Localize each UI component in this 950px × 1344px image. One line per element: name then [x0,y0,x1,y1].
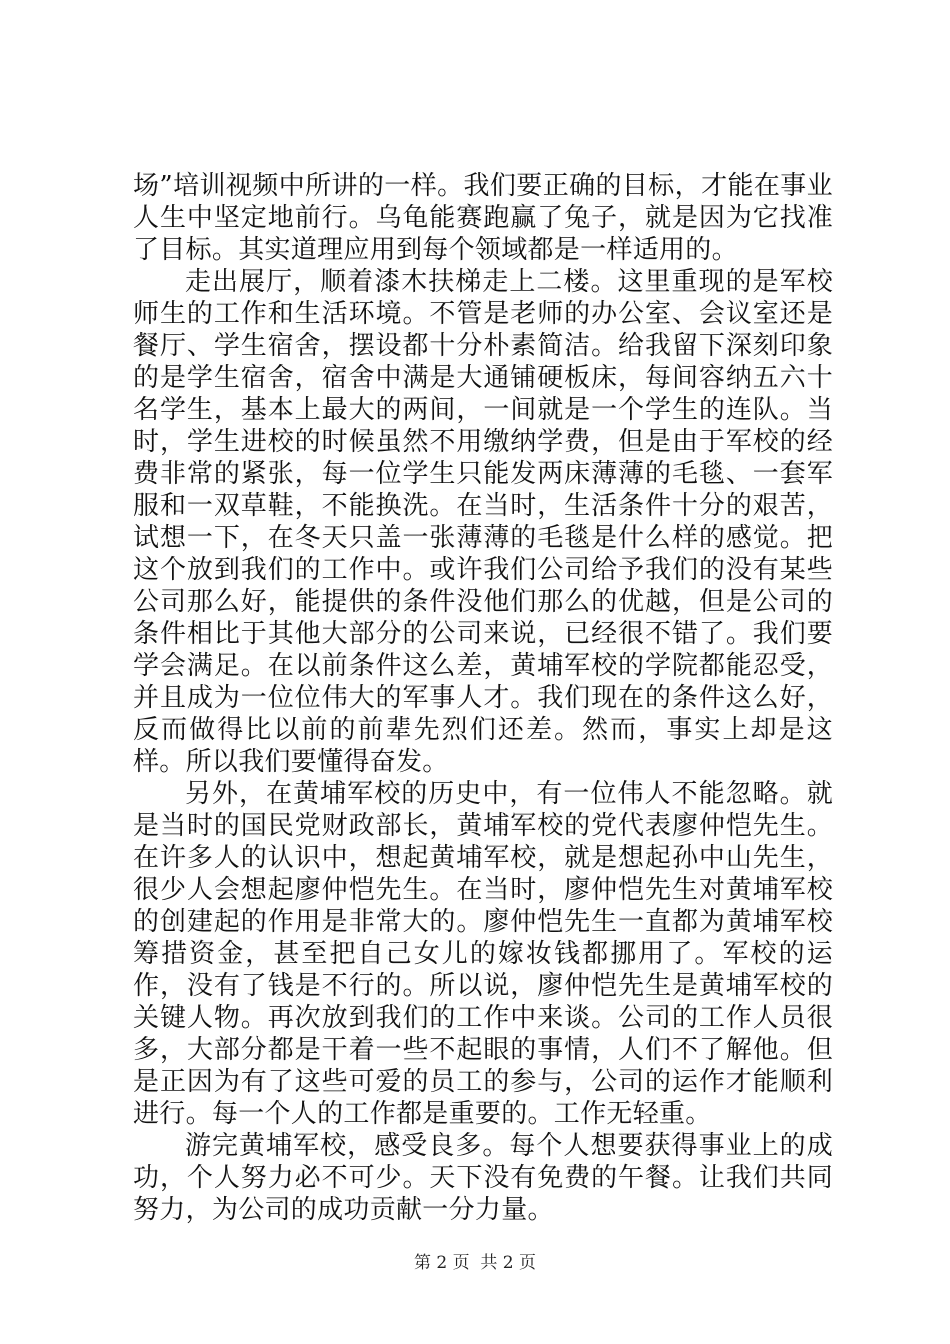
paragraph-2: 走出展厅，顺着漆木扶梯走上二楼。这里重现的是军校师生的工作和生活环境。不管是老师的办公室、会议室还是餐厅、学生宿舍，摆设都十分朴素简洁。给我留下深刻印象的是学生宿舍，宿舍中满是大通铺硬板床，每间容纳五六十名学生，基本上最大的两间，一间就是一个学生的连队。当时，学生进校的时候虽然不用缴纳学费，但是由于军校的经费非常的紧张，每一位学生只能发两床薄薄的毛毯、一套军服和一双草鞋，不能换洗。在当时，生活条件十分的艰苦，试想一下，在冬天只盖一张薄薄的毛毯是什么样的感觉。把这个放到我们的工作中。或许我们公司给予我们的没有某些公司那么好，能提供的条件没他们那么的优越，但是公司的条件相比于其他大部分的公司来说，已经很不错了。我们要学会满足。在以前条件这么差，黄埔军校的学院都能忍受，并且成为一位位伟大的军事人才。我们现在的条件这么好，反而做得比以前的前辈先烈们还差。然而，事实上却是这样。所以我们要懂得奋发。 [133,267,833,777]
document-body [133,170,833,1226]
page-number-footer: 第 2 页 共 2 页 [413,1253,537,1273]
paragraph-1: 场”培训视频中所讲的一样。我们要正确的目标，才能在事业人生中坚定地前行。乌龟能赛跑赢了兔子，就是因为它找准了目标。其实道理应用到每个领域都是一样适用的。 [133,171,833,265]
paragraph-3: 另外，在黄埔军校的历史中，有一位伟人不能忽略。就是当时的国民党财政部长，黄埔军校的党代表廖仲恺先生。在许多人的认识中，想起黄埔军校，就是想起孙中山先生，很少人会想起廖仲恺先生。在当时，廖仲恺先生对黄埔军校的创建起的作用是非常大的。廖仲恺先生一直都为黄埔军校筹措资金，甚至把自己女儿的嫁妆钱都挪用了。军校的运作，没有了钱是不行的。所以说，廖仲恺先生是黄埔军校的关键人物。再次放到我们的工作中来谈。公司的工作人员很多，大部分都是干着一些不起眼的事情，人们不了解他。但是正因为有了这些可爱的员工的参与，公司的运作才能顺利进行。每一个人的工作都是重要的。工作无轻重。 [133,779,833,1129]
paragraph-4: 游完黄埔军校，感受良多。每个人想要获得事业上的成功，个人努力必不可少。天下没有免费的午餐。让我们共同努力，为公司的成功贡献一分力量。 [133,1131,833,1225]
